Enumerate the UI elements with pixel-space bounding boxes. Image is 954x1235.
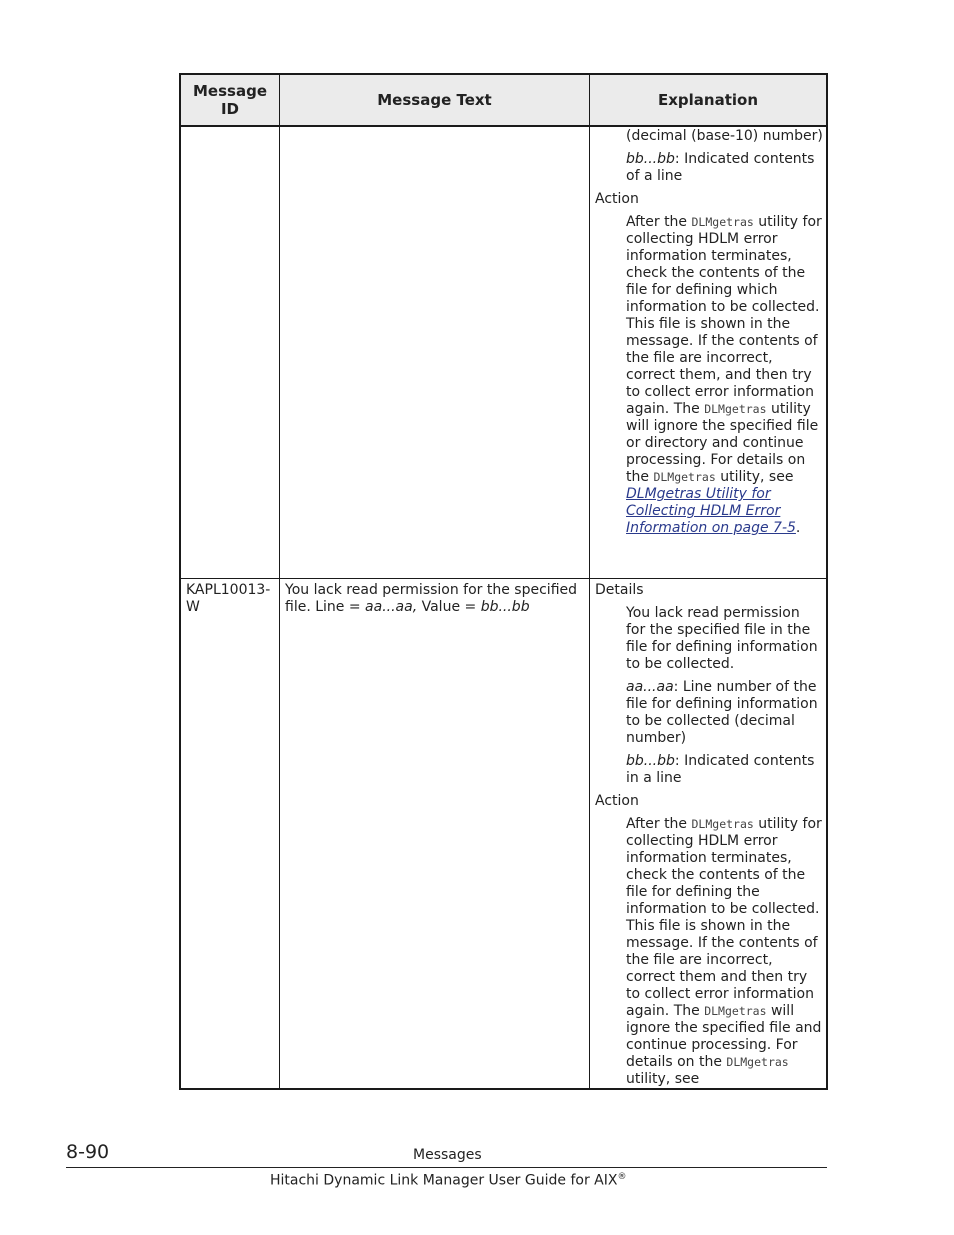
table-header <box>181 75 826 127</box>
detail-var: bb...bb <box>626 151 675 167</box>
action-text-part: utility for collecting HDLM error information terminates, check the contents of the file for defining the information to be collected. This file is shown in the message. If the contents of the file are incorrect, correct them and then try to collect error information again. The <box>626 816 822 1019</box>
row2-message-id: KAPL10013-W <box>186 582 271 615</box>
column-divider <box>279 75 280 1088</box>
action-text-part: utility will ignore the specified file or directory and continue processing. For details on the <box>626 401 819 485</box>
action-label: Action <box>595 191 639 207</box>
action-text-part: After the <box>626 214 692 230</box>
row2-explanation <box>595 582 823 1088</box>
messages-table <box>179 73 828 1090</box>
detail-line-number <box>595 679 823 747</box>
header-message-text: Message Text <box>377 91 492 109</box>
details-label: Details <box>595 582 644 598</box>
row-divider <box>181 578 826 579</box>
action-text-part: will ignore the specified file and continue processing. For details on the <box>626 1003 822 1070</box>
dlmgetras-utility-link[interactable]: DLMgetras Utility for Collecting HDLM Error Information on page 7-5 <box>626 486 796 536</box>
message-text-part: Value = <box>417 599 481 615</box>
code-dlmgetras: DLMgetras <box>704 402 767 416</box>
book-title <box>270 1172 626 1189</box>
action-text-part: utility, see <box>715 469 794 485</box>
detail-var: bb...bb <box>626 753 675 769</box>
detail-text: : Indicated contents of a line <box>626 151 815 184</box>
action-text-end: . <box>795 520 801 536</box>
action-label: Action <box>595 793 639 809</box>
header-explanation: Explanation <box>657 91 759 109</box>
detail-var: aa...aa <box>626 679 674 695</box>
message-var-aa: aa...aa, <box>365 599 418 615</box>
row2-message-text <box>285 582 585 616</box>
message-var-bb: bb...bb <box>480 599 530 615</box>
detail-text: : Line number of the file for defining information to be collected (decimal number) <box>626 679 818 746</box>
details-text: You lack read permission for the specified file in the file for defining information to be collected. <box>626 605 818 672</box>
action-text-part: utility for collecting HDLM error information terminates, check the contents of the file for defining which information to be collected. This file is shown in the message. If the contents of the file are incorrect, correct them, and then try to collect error information again. The <box>626 214 822 417</box>
code-dlmgetras: DLMgetras <box>653 470 716 484</box>
action-text-part: After the <box>626 816 692 832</box>
header-message-id: Message ID <box>193 82 267 118</box>
registered-mark: ® <box>617 1172 627 1182</box>
detail-contents <box>595 151 823 185</box>
detail-text: : Indicated contents in a line <box>626 753 815 786</box>
column-divider <box>589 75 590 1088</box>
code-dlmgetras: DLMgetras <box>691 817 754 831</box>
row1-explanation <box>595 128 823 543</box>
code-dlmgetras: DLMgetras <box>691 215 754 229</box>
footer-rule <box>66 1167 827 1168</box>
section-name: Messages <box>413 1147 482 1163</box>
book-title-text: Hitachi Dynamic Link Manager User Guide for AIX <box>270 1172 618 1189</box>
page-number: 8-90 <box>66 1141 110 1163</box>
action-text <box>595 816 823 1088</box>
detail-line-cont: (decimal (base-10) number) <box>626 128 823 144</box>
action-text-part: utility, see <box>626 1071 700 1087</box>
code-dlmgetras: DLMgetras <box>704 1004 767 1018</box>
action-text <box>595 214 823 537</box>
message-text-part: You lack read permission for the specified file. Line = <box>285 582 578 615</box>
code-dlmgetras: DLMgetras <box>726 1055 789 1069</box>
detail-contents <box>595 753 823 787</box>
